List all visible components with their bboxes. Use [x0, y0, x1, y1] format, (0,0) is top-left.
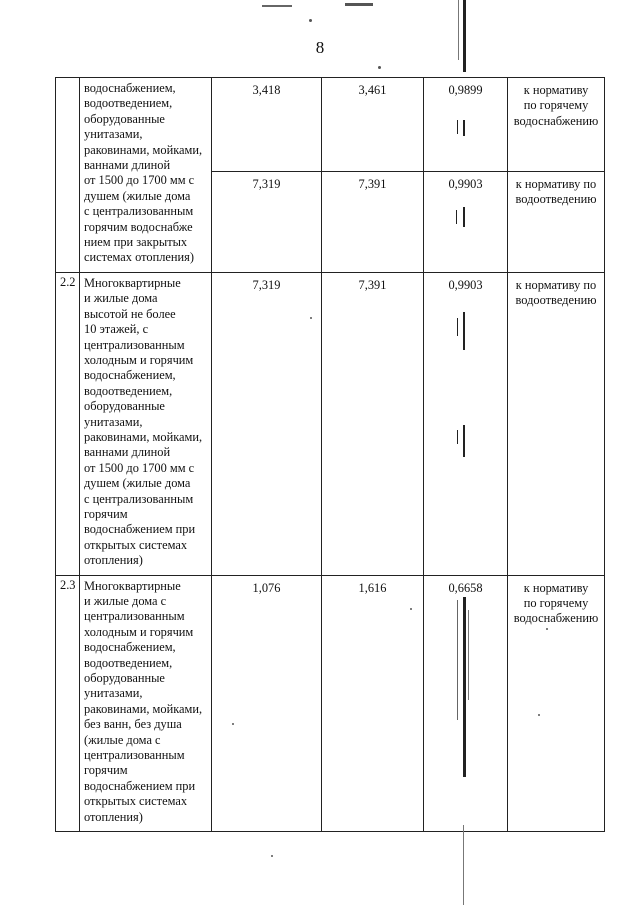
page-number: 8: [315, 38, 325, 57]
row-description: Многоквартирные и жилые дома высотой не более 10 этажей, с централизованным холодным и горячим водоснабжением, водоотведением, оборудованные унитазами, раковинами, мойками, ваннами длиной от 1500 до 1700 мм с душем (жилые дома с централизованным горячим водоснабжением при открытых системах отопления): [80, 272, 212, 575]
tariff-table: [55, 77, 605, 832]
coefficient-cell: 0,9903: [424, 272, 508, 575]
table-row: [56, 272, 605, 575]
coefficient-cell: 0,6658: [424, 575, 508, 832]
note-cell: к нормативу по водоотведению: [508, 171, 605, 272]
row-number: 2.2: [56, 272, 80, 575]
value-cell: 7,319: [212, 171, 322, 272]
table-row: [56, 78, 605, 172]
value-cell: 3,461: [322, 78, 424, 172]
value-cell: 1,616: [322, 575, 424, 832]
note-cell: к нормативу по горячему водоснабжению: [508, 78, 605, 172]
coefficient-cell: 0,9899: [424, 78, 508, 172]
note-cell: к нормативу по водоотведению: [508, 272, 605, 575]
row-description: Многоквартирные и жилые дома с централизованным холодным и горячим водоснабжением, водоотведением, оборудованные унитазами, раковинами, мойками, без ванн, без душа (жилые дома с централизованным горячим водоснабжением при открытых системах отопления): [80, 575, 212, 832]
table-row: [56, 575, 605, 832]
coefficient-cell: 0,9903: [424, 171, 508, 272]
row-description: водоснабжением, водоотведением, оборудованные унитазами, раковинами, мойками, ваннами длиной от 1500 до 1700 мм с душем (жилые дома с централизованным горячим водоснабже нием при закрытых системах отопления): [80, 78, 212, 273]
note-cell: к нормативу по горячему водоснабжению: [508, 575, 605, 832]
value-cell: 7,391: [322, 171, 424, 272]
value-cell: 7,391: [322, 272, 424, 575]
value-cell: 7,319: [212, 272, 322, 575]
value-cell: 1,076: [212, 575, 322, 832]
value-cell: 3,418: [212, 78, 322, 172]
row-number: [56, 78, 80, 273]
row-number: 2.3: [56, 575, 80, 832]
